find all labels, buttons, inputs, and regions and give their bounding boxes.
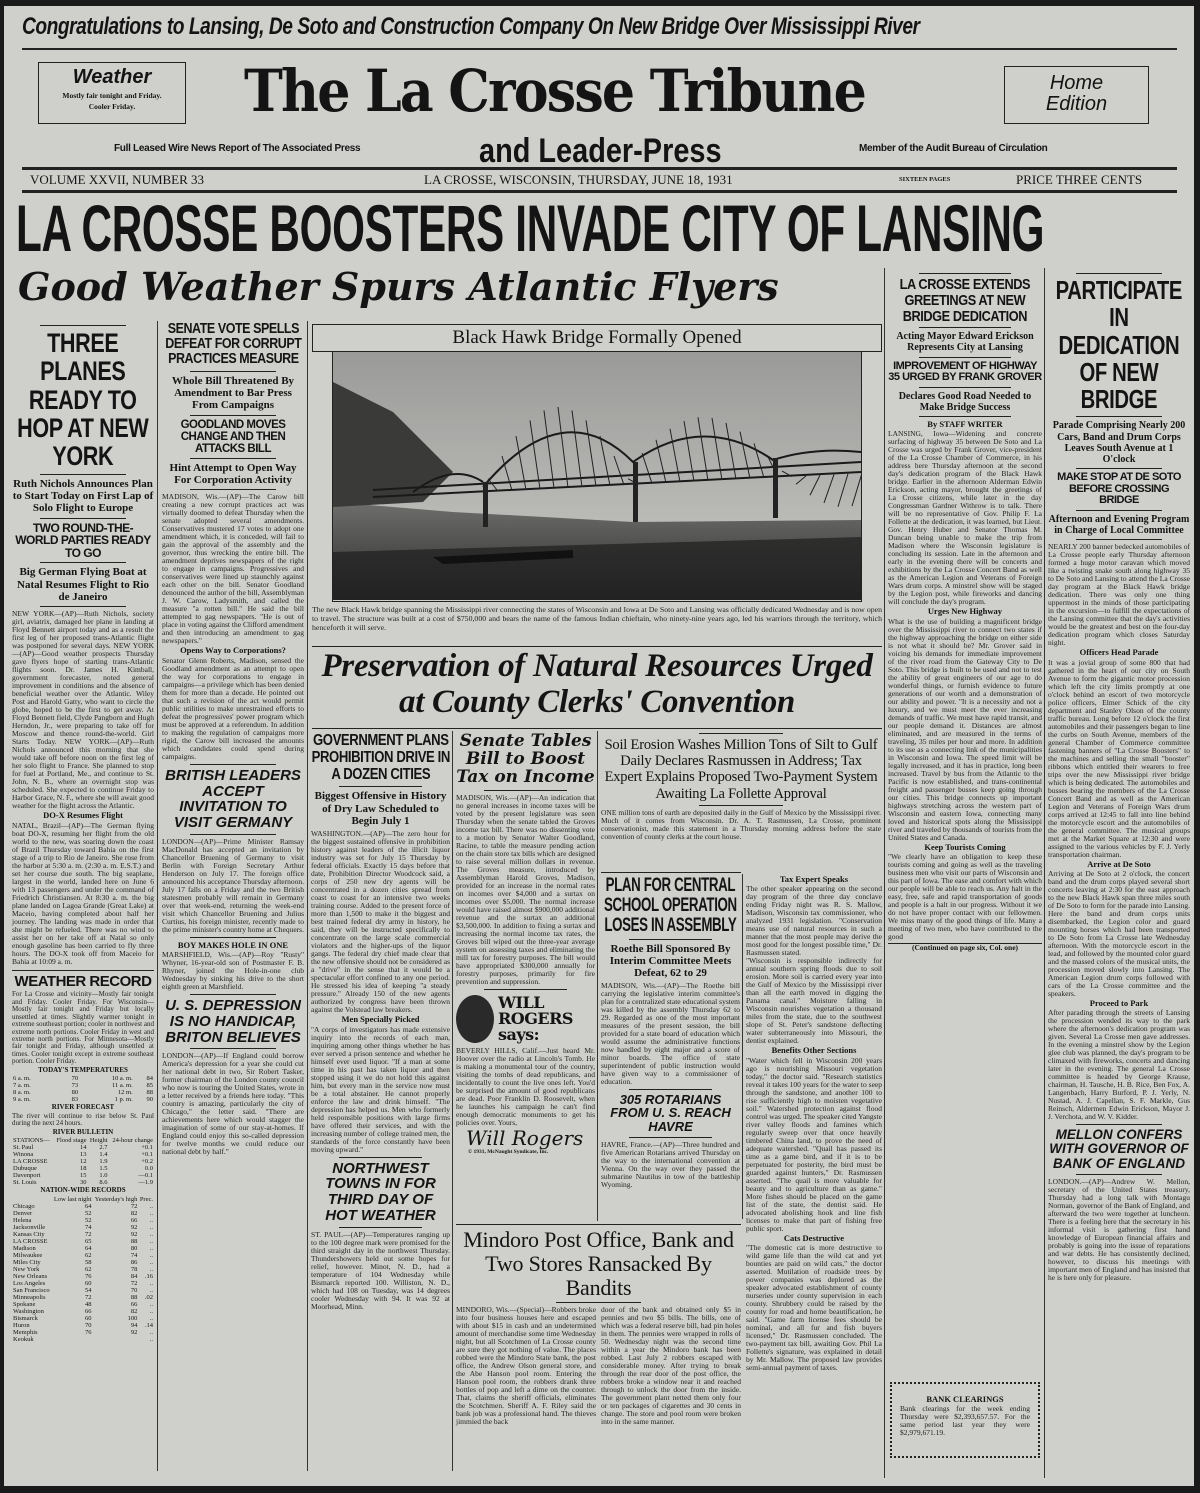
table-cell: 60 [84,1315,92,1323]
table-cell: .16 [144,1273,153,1281]
table-cell: 12 m. [117,1089,133,1097]
price: PRICE THREE CENTS [1016,172,1143,187]
table-cell: Bismarck [13,1315,38,1323]
table-cell: 52 [84,1217,92,1225]
table-cell: .. [149,1315,153,1323]
planes-headline-2: TWO ROUND-THE-WORLD PARTIES READY TO GO [15,520,151,560]
weather-title: Weather [72,66,152,88]
rotarians-body: HAVRE, France.—(AP)—Three hundred and five American Rotarians arrived Thursday on the way to the international convention at Vienna. On the way over they passed the submarine Nautilus in tow of the battleship Wyoming. [601,1139,740,1189]
school-body: MADISON, Wis.—(AP)—The Roethe bill carrying the legislative interim committee's plan for a centralized state educational system was killed by the assembly Thursday 62 to 29. Regarded as one of the most important measures of the present session, the bill provided for a state board of education which would assume the administrative functions now handled by eight major and a score of minor boards. The office of state superintendent of public instruction would have given way to a commissioner of education. [601,980,740,1086]
participate-body-2: It was a jovial group of some 800 that had gathered in the heart of our city on South Avenue to form the gigantic motor procession which left the city limits promptly at one o'clock behind an escort of two motorcycle police officers, Elmer Schick of the city department and Stanley Olson of the county traffic bureau. Long before 12 o'clock the first automobiles and their passengers began to line the curbs on South Avenue, members of the general Chamber of Commerce committee fastening banners of "La Crosse Boosters" to the machines and selling the small "booster" ribbons which entitled their wearers to free trips over the new Mississippi river bridge which is being dedicated. The automobiles and busses bearing the members of the La Crosse Concert Band and as well as the American Legion and Veterans of Foreign Wars drum corps arrived at 12:45 to fall into line behind the motorcycle escort and the automobiles of the general committee. The musical groups met at the Market Square at 12:30 and were assigned to the various vehicles by F. J. Yerly transportation chairman. [1048,657,1190,859]
table-cell: Yesterday's high [94,1196,138,1204]
soil-lead-2: The other speaker appearing on the second day program of the three day conclave ending Friday night was R. S. Mallow, Madison, Wisconsin tax commissioner, who analyzed 1931 legislation. "Conservation means use of natural resources in such a manner that the most people may derive the most good for the longest possible time," Dr. Rasmussen stated. [746,884,882,958]
table-row [12,1238,154,1245]
table-cell: 74 [130,1252,138,1260]
participate-subhead-2: Arrive at De Soto [1087,858,1151,869]
table-cell: 62 [84,1252,92,1260]
table-cell: St. Paul [13,1144,34,1152]
table-cell: 18 [80,1165,87,1173]
table-cell: Dubuque [13,1165,37,1173]
table-cell [52,1336,93,1343]
participate-deck: Parade Comprising Nearly 200 Cars, Band and Drum Corps Leaves South Avenue at 1 O'clock [1052,420,1186,466]
table-cell: Los Angeles [13,1280,46,1288]
weather-forecast: For La Crosse and vicinity—Mostly fair tonight and Friday. Cooler Friday. For Wisconsin—Mostly fair tonight and Friday but locally unsettled at times. Slightly warmer tonight in extreme southeast portion; cooler in northwest and extreme north portions. Cooler Friday in west and extreme north portions. For Minnesota—Mostly fair tonight and Friday, although unsettled at times. Cooler tonight except in extreme southeast portion. Cooler Friday. [12,990,154,1066]
table-cell: 72 [130,1280,138,1288]
table-cell: 7 a. m. [13,1082,31,1090]
audit-note: Member of the Audit Bureau of Circulation [859,143,1048,154]
table-cell: Denver [13,1210,33,1218]
table-row [12,1245,154,1252]
wire-note: Full Leased Wire News Report of The Associated Press [114,143,361,154]
table-cell: Chicago [13,1203,35,1211]
table-cell: 64 [84,1203,92,1211]
column-2 [162,322,304,1156]
records-heading: NATION-WIDE RECORDS [40,1186,126,1195]
table-header [12,1196,154,1203]
photo-caption: The new Black Hawk bridge spanning the Mississippi river connecting the states of Wisconsin and Iowa at De Soto and Lansing was officially dedicated Wednesday and is now open to travel. The structure was built at a cost of $750,000 and bears the name of the famous Indian chieftain, who ninety-nine years ago, led his warriors through the territory, which henceforth it will serve. [312,605,882,632]
table-cell: 1.5 [99,1165,108,1173]
table-cell: .. [149,1301,153,1309]
volume-number: VOLUME XXVII, NUMBER 33 [30,172,205,187]
table-cell: Flood stage [56,1137,87,1145]
table-cell: .. [149,1252,153,1260]
british-body: LONDON—(AP)—Prime Minister Ramsay MacDonald has accepted an invitation by Chancellor Bruening of Germany to visit Berlin with Foreign Secretary Arthur Henderson on July 17. The foreign office announced his acceptance Thursday afternoon. July 17 falls on a Friday and the two British statesmen probably will remain in Germany over that week-end, returning the week-end visit which Chancellor Bruening and Julius Curtius, his foreign minister, recently made to the prime minister's country home at Chequers. [162,836,304,934]
temperatures-table [12,1075,154,1103]
table-cell: Jacksonville [13,1224,46,1232]
prohibition-headline: GOVERNMENT PLANS PROHIBITION DRIVE IN A DOZEN CITIES [311,732,450,783]
banner-headline: Congratulations to Lansing, De Soto and Construction Company On New Bridge Over Mississippi River [22,13,920,40]
preservation-headline: Preservation of Natural Resources Urged at County Clerks' Convention [321,648,873,720]
column-1 [12,322,154,1343]
photo-title: Black Hawk Bridge Formally Opened [312,324,882,352]
table-row [12,1172,154,1179]
table-cell: 10 a. m. [111,1075,133,1083]
rogers-portrait-icon [456,995,494,1043]
participate-body-4: After parading through the streets of Lansing the procession wended its way to the park where the afternoon's dedication program was given. Several La Crosse men gave addresses. In the evening a minstrel show by the Legion glee club was planned, the day's program to be climaxed with fireworks, concerts and dancing later in the evening. The general La Crosse committee is headed by George Krause, chairman, H. Tausche, H. B. Rice, Ben Fox, A. Langenbach, Harry Burford, P. J. Yerly, N. Nustad, A. J. Capellan, S. F. Markle, Gus Reinsch, Aldermen Edwin Erickson, Mayor J. J. Verchota, and W. V. Kidder. [1048,1008,1190,1122]
table-row [12,1287,154,1294]
table-cell: 15 [80,1172,87,1180]
table-cell: 0.0 [144,1165,153,1173]
table-cell: LA CROSSE [13,1238,48,1246]
participate-body-3: Arriving at De Soto at 2 o'clock, the concert band and the drum corps played several short concerts leaving at 2:30 for the east approach to the new Black Hawk span three miles south of De Soto to form for the parade into Lansing. Here the band and drum corps units disembarked, the Legion color and guard mounting horses which had been transported to De Soto from La Crosse late Wednesday afternoon. With the motorcycle escort in the lead, and followed by the mounted color guard and the massed colors of the musical units, the procession moved slowly into Lansing. The American Legion drum corps followed with cars of the La Crosse committee and the speakers. [1048,868,1190,998]
prohibition-body-2: "A corps of investigators has made extensive inquiry into the records of each man, inquiring among other things whether he has ever served a prison sentence and whether he himself ever used liquor. "If a man at some time in his past has taken liquor and then stopped using it we do not hold this against him, but every man in the service now must be a total abstainer. He cannot properly enforce the law and drink himself. "The depression has helped us. Men who formerly held responsible positions with large firms have offered their services, and with the increasing number of college trained men, the standards of the force constantly have been moving upward." [311,1024,450,1154]
table-cell: 12 [80,1158,87,1166]
planes-deck: Ruth Nichols Announces Plan to Start Today on First Lap of Solo Flight to Europe [12,477,154,515]
river-bulletin-heading: RIVER BULLETIN [52,1127,114,1136]
table-cell: —1.9 [138,1179,153,1187]
will-rogers-logo [456,993,595,1045]
weather-box [38,62,186,124]
table-cell: 74 [84,1224,92,1232]
article-soil [601,730,881,841]
table-row [12,1151,154,1158]
senate-subhead: Opens Way to Corporations? [180,645,286,656]
table-cell: 88 [146,1089,153,1097]
school-headline: PLAN FOR CENTRAL SCHOOL OPERATION LOSES IN ASSEMBLY [604,875,737,936]
table-cell: .. [149,1336,153,1344]
table-cell: 60 [84,1280,92,1288]
table-cell: .. [149,1231,153,1239]
continued-note: (Continued on page six, Col. one) [888,943,1042,952]
table-cell: 70 [71,1075,79,1083]
rotarians-headline: 305 ROTARIANS FROM U. S. REACH HAVRE [610,1091,731,1135]
tax-headline: Senate Tables Bill to Boost Tax on Income [456,731,595,787]
records-table [12,1196,154,1343]
article-planes [12,325,154,966]
participate-headline-2: MAKE STOP AT DE SOTO BEFORE CROSSING BRIDGE [1057,471,1181,507]
table-cell [12,1196,52,1203]
extends-body-3: "We clearly have an obligation to keep these tourists coming and going as well as the traveling business men who visit our parts of Wisconsin and this part of Iowa. The ease and comfort with which our people will be able to reach us. Any halt in the easy, free, safe and rapid transportation of goods and people is a halt in our progress. Without it we do not have proper contact with our fellowmen. We miss many of the good things of life. Many a meeting of two men, who have contributed to the good [888,852,1042,942]
bank-clearings-headline: BANK CLEARINGS [926,1394,1004,1404]
table-cell: Winona [13,1151,34,1159]
table-cell: 30 [80,1179,87,1187]
soil-body-3: "The domestic cat is more destructive to wild game life than the wild cat and yet bounties are paid on wild cats," the doctor asserted. Mutilation of roadside trees by power companies was deplored as the speaker advocated establishment of county nurseries under county supervision in each county. Shrubbery could be raised by the county for road and home beautification, he said. "Game farm license fees should be nominal, and all fur and fish buyers licensed," Dr. Rasmussen concluded. The two-payment tax bill, awaiting Gov. Phil La Follette's signature, was explained in detail by Mr. Mallow. The proposed law provides semi-annual payment of taxes. [746,1243,882,1373]
boy-body: MARSHFIELD, Wis.—(AP)—Roy "Rusty" Whyner, 16-year-old son of Postmaster F. B. Rhyner, joined the Hole-in-one club Wednesday by sinking his drive to the short eighth green at Marshfield. [162,950,304,992]
table-cell: 8.6 [99,1179,108,1187]
extends-headline-2: IMPROVEMENT OF HIGHWAY 35 URGED BY FRANK GROVER [888,359,1042,384]
table-row [12,1224,154,1231]
table-cell: 82 [130,1210,138,1218]
table-cell: 92 [130,1224,138,1232]
table-cell: 2.7 [99,1144,108,1152]
northwest-body: ST. PAUL—(AP)—Temperatures ranging up to the 100 degree mark were promised for the third straight day in the northwest Thursday. Thundershowers held out some hopes for relief, however. Minot, N. D., had a temperature of 104 Wednesday while Bismarck reported 100. Williston, N. D., which had 108 on Tuesday, was 14 degrees cooler Wednesday with 94. It was 92 at Moorhead, Minn. [311,1229,450,1311]
table-row [12,1322,154,1329]
participate-body: NEARLY 200 banner bedecked automobiles of La Crosse people early Thursday afternoon formed a huge motor caravan which moved like a twisting snake south along highway 35 to De Soto and Lansing to attend the La Crosse day program at the Black Hawk bridge dedication. There was only one thing uppermost in the minds of those participating in the excursion—to fulfill the expectations of the Lansing committee that the day's activities would be the greatest and best on the four-day dedication program which closes Saturday night. [1048,542,1190,648]
table-cell: 90 [146,1096,153,1104]
table-cell: 66 [84,1308,92,1316]
article-mindoro [456,1228,741,1426]
bridge-photo [332,352,862,602]
main-headline: LA CROSSE BOOSTERS INVADE CITY OF LANSING [16,191,1045,265]
prohibition-subhead: Men Specially Picked [341,1014,420,1025]
soil-body-2: "Water which fell in Wisconsin 200 years ago is nourishing Missouri vegetation today," the doctor said. "Research statistics reveal it takes 100 years for the water to seep through the sandstone, and another 100 to rise sufficiently high to moisten vegetative soil." Watershed protection against flood control was urged. The speaker cited Yangste river valley floods and famines which regularly sweep over that once heavily timbered China land, to prove the need of adequate watershed. "Quail has passed its time as a game bird, and if it is to be perpetuated for posterity, the bird must be guarded against hunters," Dr. Rasmussen asserted. "The quail is more valuable for beauty and to agriculture than as game." More fishes should be placed on the game list of the state, the dentist said. He advocated abolishing hook and line fish licenses to make that part of fishing free public sport. [746,1055,882,1233]
table-row [12,1165,154,1172]
table-row [12,1259,154,1266]
rogers-signature: Will Rogers [466,1125,584,1150]
table-cell: Davenport [13,1172,41,1180]
participate-deck-2: Afternoon and Evening Program in Charge of Local Committee [1048,513,1190,537]
table-cell: 65 [84,1238,92,1246]
depression-body: LONDON—(AP)—If England could borrow America's depression for a year she could cut her national debt in two, Sir Robert Tasker, former chairman of the London county council who now is touring the United States, wrote in a letter received by a friends here today. "This country is amazing, particularly the city of Chicago," the letter said. "There are achievements here which would stagger the imagination of some of our stay-at-homes. If England could enjoy this so-called depression for twelve months we could reduce our national debt by half." [162,1051,304,1157]
table-cell: .. [149,1224,153,1232]
photo-feature [312,324,882,642]
soil-subhead-3: Cats Destructive [783,1232,845,1243]
table-cell: Minneapolis [13,1294,46,1302]
table-cell: New Orleans [13,1273,48,1281]
extends-headline: LA CROSSE EXTENDS GREETINGS AT NEW BRIDGE DEDICATION [899,276,1031,325]
soil-lead: ONE million tons of earth are deposited daily in the Gulf of Mexico by the Mississippi river. Much of it comes from Wisconsin. Dr. A. T. Rasmussen, La Crosse, prominent conservationist, made this statement in a Thursday morning address before the state convention of county clerks at the court house. [601,807,881,841]
senate-deck-2: Hint Attempt to Open Way For Corporation Activity [169,461,297,487]
table-header [12,1137,154,1144]
table-cell: .. [149,1210,153,1218]
table-row [12,1308,154,1315]
participate-subhead: Officers Head Parade [1079,647,1159,658]
table-cell: —0.1 [138,1172,153,1180]
table-cell: .. [149,1280,153,1288]
table-cell: Low last night [53,1196,92,1204]
table-cell: 85 [146,1082,153,1090]
extends-deck-2: Declares Good Road Needed to Make Bridge Success [898,390,1032,413]
planes-body: NEW YORK—(AP)—Ruth Nichols, society girl, aviatrix, damaged her plane in landing at Floyd Bennett airport today and as a result the first leg of her proposed trans-Atlantic flight was postponed for several days. NEW YORK—(AP)—Good weather prospects Thursday gave flyers hope of starting trans-Atlantic flights soon. Dr. James H. Kimball, government forecaster, noted general improvement in conditions and the absence of beneficial weather over the Atlantic. Wiley Post and Harold Gatty, who want to circle the globe, hoped to be the first to get away. At Floyd Bennett field, Clyde Pangborn and Hugh Herndon, Jr., were preparing to take off for Moscow and thence round-the-world. Girl Starts Today. NEW YORK—(AP)—Ruth Nichols announced this morning that she would take off before noon on the first leg of her solo flight to France. She planned to stop for fuel at Portland, Me., and continue to St. John, N. B., where an overnight stop was scheduled. She expected to continue Friday to Harbor Grace, N. F., where she will await good weather for the flight across the Atlantic. [12,609,154,811]
table-cell: 80 [71,1089,79,1097]
table-cell: 92 [130,1231,138,1239]
mindoro-headline: Mindoro Post Office, Bank and Two Stores Ransacked By Bandits [463,1227,734,1300]
table-cell: 11 a. m. [112,1082,133,1090]
senate-body: MADISON, Wis.—(AP)—The Carow bill creating a new corrupt practices act was virtually doomed to defeat Thursday when the senate adopted several amendments. Conservatives mustered 17 votes to adopt one amendment which, it is conceded, will fail to gain the approval of the assembly and the governor, thus wrecking the entire bill. The amendment deprives newspapers of the right to engage in campaigns. Progressives and conservatives were lined up staunchly against each other on the bill. Senator Goodland denounced the author of the bill, Assemblyman J. W. Carow, Ladysmith, and called the measure "a rotten bill." He said the bill attempted to gag newspapers. "He is out of place in voting against the Clifford amendment and then introducing an amendment to gag newspapers." [162,492,304,646]
table-row [12,1144,154,1151]
soil-subhead: Tax Expert Speaks [779,874,849,884]
table-cell: 13 [80,1151,87,1159]
table-row [12,1179,154,1186]
table-cell: .. [149,1287,153,1295]
table-row [12,1336,154,1343]
bank-clearings-body: Bank clearings for the week ending Thursday were $2,393,657.57. For the same period last year they were $2,979,671.19. [900,1404,1030,1438]
table-cell: 72 [130,1203,138,1211]
temps-heading: TODAY'S TEMPERATURES [38,1065,128,1074]
table-cell: +0.1 [141,1151,153,1159]
table-cell: 82 [130,1308,138,1316]
table-cell: 6 a. m. [13,1075,31,1083]
table-row [12,1203,154,1210]
table-row [12,1082,154,1089]
article-participate [1048,270,1190,1282]
table-row [12,1089,154,1096]
second-headline: Good Weather Spurs Atlantic Flyers [18,264,779,309]
table-cell: .. [149,1217,153,1225]
table-cell: 52 [84,1210,92,1218]
table-row [12,1217,154,1224]
planes-body-2: NATAL, Brazil—(AP)—The German flying boat DO-X, resuming her flight from the old world to the new, was soaring down the coast of Brazil Thursday toward Bahia on the first stage of a trip to Rio de Janeiro. She rose from the harbor at 5:30 a. m. (2:30 a. m. E.S.T.) and set her course due south. The big seaplane, largest in the world, landed here on June 6 with 13 passengers and under the command of Friedrich Christiansen. At 8:30 a. m. the big plane landed on Lagoa Grande (Great Lake) at Maceio, having completed about half her journey. The landing was made in order that she might be refueled. There was no wind to assist her on her take off at Natal so only enough gasoline has been carried to fly three hours. The DO-X took off from Maceio for Bahia at 10:09 a. m. [12,820,154,966]
table-cell: St. Louis [13,1179,37,1187]
river-forecast-heading: RIVER FORECAST [51,1103,115,1112]
soil-continuation [746,874,882,1372]
table-cell: 1.4 [99,1151,108,1159]
extends-byline: By STAFF WRITER [927,419,1003,430]
school-deck: Roethe Bill Sponsored By Interim Committee Meets Defeat, 62 to 29 [609,942,732,980]
table-cell: 84 [146,1075,153,1083]
newspaper-front-page [4,6,1194,1486]
table-cell: Madison [13,1245,36,1253]
table-cell: Keokuk [13,1336,34,1344]
masthead-title: The La Crosse Tribune [244,57,866,125]
extends-deck: Acting Mayor Edward Erickson Represents City at Lansing [896,331,1034,354]
table-row [12,1315,154,1322]
table-cell: .02 [144,1294,153,1302]
bridge-photo-image [333,352,861,600]
table-cell: Washington [13,1308,44,1316]
prohibition-body: WASHINGTON.—(AP)—The zero hour for the biggest sustained offensive in prohibition history against leaders of the illicit liquor industry was set for July 15 Thursday by federal officials. Exactly 15 days before that date, Prohibition Director Woodcock said, a corps of 250 new dry agents will be concentrated in a dozen cities spread from coast to coast for an intensive two weeks training course. Added to the present force of more than 1,500 to make it the biggest and best trained federal dry army in history, he said, they will be instructed specifically to concentrate on the large scale commercial violators and the higher-ups of the liquor gangs. The federal dry chief made clear that the new offensive should not be considered as a "drive" in the sense that it would be a spectacular effort confined to any one period. He stressed his idea of keeping "a steady pressure." Already 150 of the new agents authorized by congress have been thrown against the Volstead law breakers. [311,829,450,1015]
table-cell: 94 [130,1322,138,1330]
table-row [12,1329,154,1336]
table-cell: Height [89,1137,108,1145]
table-cell: 54 [84,1287,92,1295]
northwest-headline: NORTHWEST TOWNS IN FOR THIRD DAY OF HOT WEATHER [325,1159,436,1224]
mindoro-body: MINDORO, Wis.—(Special)—Robbers broke into four business houses here and escaped with about $15 in cash and an undetermined amount of merchandise some time Wednesday night, but all Scotchmen of La Crosse county are sure they got nothing of value. The places robbed were the Mindoro State bank, the post office, the Andrew Olson general store, and the Abe Hanson pool room. Entering the Hanson pool room, the robbers drank three bottles of pop and left a dime on the counter. That, claims the sheriff officials, eliminates the Scotchmen. Sheriff A. F. Riley said the bank job was a professional hand. The thieves jimmied the back [456,1305,596,1427]
weather-record [12,974,154,1343]
planes-subhead: DO-X Resumes Flight [43,810,123,821]
soil-subhead-2: Benefits Other Sections [771,1045,857,1056]
river-bulletin-table [12,1137,154,1186]
boy-headline: BOY MAKES HOLE IN ONE [177,939,289,950]
river-forecast: The river will continue to rise below St. Paul during the next 24 hours. [12,1111,154,1128]
table-cell [92,1336,138,1343]
table-cell: .. [149,1266,153,1274]
table-cell: 8 a. m. [13,1089,31,1097]
bank-clearings-box [890,1382,1040,1458]
weather-record-headline: WEATHER RECORD [14,972,152,990]
article-tax [456,733,595,1155]
table-cell: 83 [71,1096,79,1104]
table-cell: 1.9 [99,1158,108,1166]
table-row [12,1231,154,1238]
table-cell: 1 p. m. [114,1096,133,1104]
planes-headline: THREE PLANES READY TO HOP AT NEW YORK [17,328,149,472]
depression-headline: U. S. DEPRESSION IS NO HANDICAP, BRITON BELIEVES [165,997,301,1046]
senate-headline: SENATE VOTE SPELLS DEFEAT FOR CORRUPT PRACTICES MEASURE [164,321,302,368]
table-cell: 48 [84,1301,92,1309]
extends-subhead: Urges New Highway [927,606,1003,617]
edition-label: Home Edition [1045,72,1108,115]
table-cell: 76 [84,1329,92,1337]
table-row [12,1294,154,1301]
table-cell: 92 [130,1329,138,1337]
table-cell: Spokane [13,1301,36,1309]
table-cell: LA CROSSE [13,1158,48,1166]
rogers-copyright: © 1931, McNaught Syndicate, Inc. [468,1148,549,1155]
rogers-body: BEVERLY HILLS, Calif.—Just heard Mr. Hoover over the radio at Lincoln's Tomb. He is making a monumental tour of the country, visiting the tombs of dead republicans, and incidentally to count the live ones left. You'd be surprised the amount of good republicans are dead. Poor Franklin D. Roosevelt, when he launches his campaign he can't find enough democratic monuments to get his policies over. Yours, [456,1045,595,1127]
article-extends [888,270,1042,953]
extends-subhead-2: Keep Tourists Coming [924,841,1006,852]
article-school [601,876,740,1189]
table-cell: 86 [130,1259,138,1267]
table-row [12,1280,154,1287]
table-cell: Miles City [13,1259,41,1267]
table-cell: 14 [80,1144,87,1152]
table-cell: 70 [84,1322,92,1330]
table-cell: 72 [84,1294,92,1302]
table-cell: New York [13,1266,40,1274]
table-row [12,1301,154,1308]
table-cell: Huron [13,1322,30,1330]
article-prohibition [311,733,450,1311]
soil-headline: Soil Erosion Washes Million Tons of Silt to Gulf Daily Declares Rasmussen in Address; Tax Expert Explains Proposed Two-Payment System Awaiting La Follette Approval [604,737,878,802]
mellon-headline: MELLON CONFERS WITH GOVERNOR OF BANK OF ENGLAND [1049,1127,1189,1171]
table-cell: +0.1 [141,1144,153,1152]
table-cell: Prec. [139,1196,153,1204]
table-cell: 78 [130,1266,138,1274]
table-cell: 58 [84,1259,92,1267]
table-cell: +0.2 [141,1158,153,1166]
table-cell: 66 [130,1217,138,1225]
table-cell: .. [149,1259,153,1267]
british-headline: BRITISH LEADERS ACCEPT INVITATION TO VISIT GERMANY [165,766,301,831]
table-cell: 100 [127,1315,138,1323]
weather-text: Mostly fair tonight and Friday. Cooler Friday. [62,91,162,111]
table-cell: 64 [84,1245,92,1253]
prohibition-deck: Biggest Offensive in History of Dry Law Scheduled to Begin July 1 [314,790,447,828]
table-cell: 73 [71,1082,79,1090]
table-cell: .. [149,1238,153,1246]
table-cell: .14 [144,1322,153,1330]
table-cell: STATIONS— [13,1137,50,1145]
page-count: SIXTEEN PAGES [899,176,951,183]
table-cell: Memphis [13,1329,38,1337]
table-cell: 1.0 [99,1172,108,1180]
mellon-body: LONDON.—(AP)—Andrew W. Mellon, secretary of the United States treasury, Thursday had a long talk with Montagu Norman, governor of the Bank of England, and afterward the two were together at luncheon. There is a feeling here that the secretary in his informal visit is gathering first hand knowledge of European financial affairs and probably is going into the issue of reparations and war debts. He has consistently declined, however, to discuss his meetings with important men of England and has insisted that he is here only for pleasure. [1048,1176,1190,1282]
table-cell: 84 [130,1273,138,1281]
table-row [12,1075,154,1082]
extends-body-2: What is the use of building a magnificent bridge over the Mississippi river to connect two states if the highway approaching the bridge on either side is not what it should be? Mr. Grover said in voicing his demands for immediate improvement of the river road from the Gateway City to De Soto. This bridge is built to be used and not to test the ability of great engineers of our age to do wonderful things, or furnish evidence to future generations of our worth and a demonstration of our ability and power. "It is a necessity and not a luxury, and we must meet the ever increasing demands of traffic. We must have rapid transit, and our people demand it. Distances are almost eliminated, and are measured in the terms of traveling, 35 miles per hour and more. In addition to its use as a connecting link of the municipalities in Wisconsin and Iowa. The speed limit will be legally increased, and it has in practice, long been increased. Travel by bus from the Atlantic to the Pacific is now established, and trans-continental freight and passenger busses keep going through our cities. This bridge connects up important highways stretching across the western part of Wisconsin and eastern Iowa, connecting many loved and historical spots along the Mississippi river and traveled by thousands of tourists from the United States and Canada. [888,616,1042,842]
table-cell: 88 [130,1238,138,1246]
table-cell: .. [149,1308,153,1316]
senate-headline-2: GOODLAND MOVES CHANGE AND THEN ATTACKS BILL [180,418,286,455]
article-senate [162,322,304,761]
senate-body-2: Senator Glenn Roberts, Madison, sensed the Goodland amendment as an attempt to open the way for corporations to engage in campaigns—a privilege which has been denied them for more than a decade. He pointed out that such a revision of the act would permit public utilities to make unrestrained efforts to defeat the progressives' power program which must be approved at a referendum. In addition to making the regulation of campaigns more rigid, the Carow bill increased the amounts which candidates could spend during campaigns. [162,655,304,761]
planes-deck-2: Big German Flying Boat at Natal Resumes Flight to Rio de Janeiro [17,566,149,604]
extends-body: LANSING, Iowa—Widening and concrete surfacing of highway 35 between De Soto and La Crosse was urged by Frank Grover, vice-president of the La Crosse Chamber of Commerce, in his address here Thursday afternoon at the second day's dedication program of the Black Hawk bridge. Earlier in the afternoon Alderman Edwin Erickson, acting mayor, brought the greetings of La Crosse citizens, while later in the day Congressman Gardner Withrow is to talk. There will be no representative of Gov. Philip F. La Follette at the dedication, it was learned, but Lieut. Gov. Henry Huber and Senator Thomas M. Duncan being unable to make the trip from Madison where the Wisconsin legislature is concluding its session. Late in the afternoon and early in the evening there will be concerts and exhibitions by the La Crosse Concert Band as well as the American Legion and Veterans of Foreign Wars drum corps. A minstrel show will be staged by the Legion post, while fireworks and dancing will conclude the day's program. [888,429,1042,607]
table-row [12,1273,154,1280]
edition-box [1004,66,1149,124]
rogers-logo-text: WILL ROGERS says: [498,992,573,1044]
table-row [12,1266,154,1273]
soil-body: "Wisconsin is responsible indirectly for annual southern spring floods due to soil erosion. More soil is carried every year into the Gulf of Mexico by the Mississippi river than all the earth moved in digging the Panama canal." Moisture falling in Wisconsin nourishes vegetation a thousand miles from the state, due to the southwest slope of St. Peter's sandstone deflecting water subterraneously into Missouri, the dentist explained. [746,956,882,1046]
table-cell: San Francisco [13,1287,50,1295]
table-row [12,1252,154,1259]
table-cell: .. [149,1203,153,1211]
table-cell: 70 [130,1287,138,1295]
table-cell: 24-hour change [112,1137,153,1145]
table-cell: 9 a. m. [13,1096,31,1104]
participate-headline: PARTICIPATE IN DEDICATION OF NEW BRIDGE [1055,275,1183,415]
table-cell: 76 [84,1273,92,1281]
table-row [12,1158,154,1165]
table-cell: Milwaukee [13,1252,43,1260]
table-row [12,1210,154,1217]
senate-deck: Whole Bill Threatened By Amendment to Bar Press From Campaigns [171,374,295,412]
mindoro-body-2: door of the bank and obtained only $5 in pennies and two $5 bills. The bills, one of which was a federal reserve bill, had pin holes in them. The pennies were wrapped in rolls of 50. Wednesday night was the second time within a year the Mindoro bank has been robbed. Last July 2 robbers escaped with considerable money. After trying to break through the rear door of the post office, the robbers broke a window near it and reached through to unlock the door from the inside. The government plant netted them only four or ten packages of cigarettes and 30 cents in change. The store and pool room were broken into in the same manner. [601,1305,741,1427]
table-cell: 80 [130,1245,138,1253]
table-cell: 88 [130,1294,138,1302]
participate-subhead-3: Proceed to Park [1089,997,1149,1008]
table-cell: 72 [84,1231,92,1239]
table-cell: 66 [130,1301,138,1309]
table-cell: Kansas City [13,1231,45,1239]
table-cell: .. [149,1329,153,1337]
masthead-subtitle: and Leader-Press [479,132,722,170]
table-cell: .. [149,1245,153,1253]
table-row [12,1096,154,1103]
tax-body: MADISON, Wis.—(AP)—An indication that no general increases in income taxes will be voted by the present legislature was seen Thursday when the senate tabled the Groves income tax bill. There was no dissenting vote to a motion by Senator Walter Goodland, Racine, to table the measure pending action on the chain store tax bills which are designed to raise several million dollars in revenue. The Groves measure, introduced by Assemblyman Harold Groves, Madison, provided for an increase in the normal rates on incomes over $4,000 and a surtax on incomes over $5,000. The normal increase would have raised almost $900,000 additional revenue and the surtax an additional $3,500,000. In addition to fixing a surtax and increasing the normal income tax rates, the Groves bill wiped out the three-year average system on assessing taxes and eliminating the mill tax for forestry purposes. The bill would have appropriated $300,000 annually for forestry purposes, primarily for fire prevention and suppression. [456,792,595,986]
table-cell: 62 [84,1266,92,1274]
place-date: LA CROSSE, WISCONSIN, THURSDAY, JUNE 18, 1931 [424,172,733,187]
table-cell: Helena [13,1217,32,1225]
